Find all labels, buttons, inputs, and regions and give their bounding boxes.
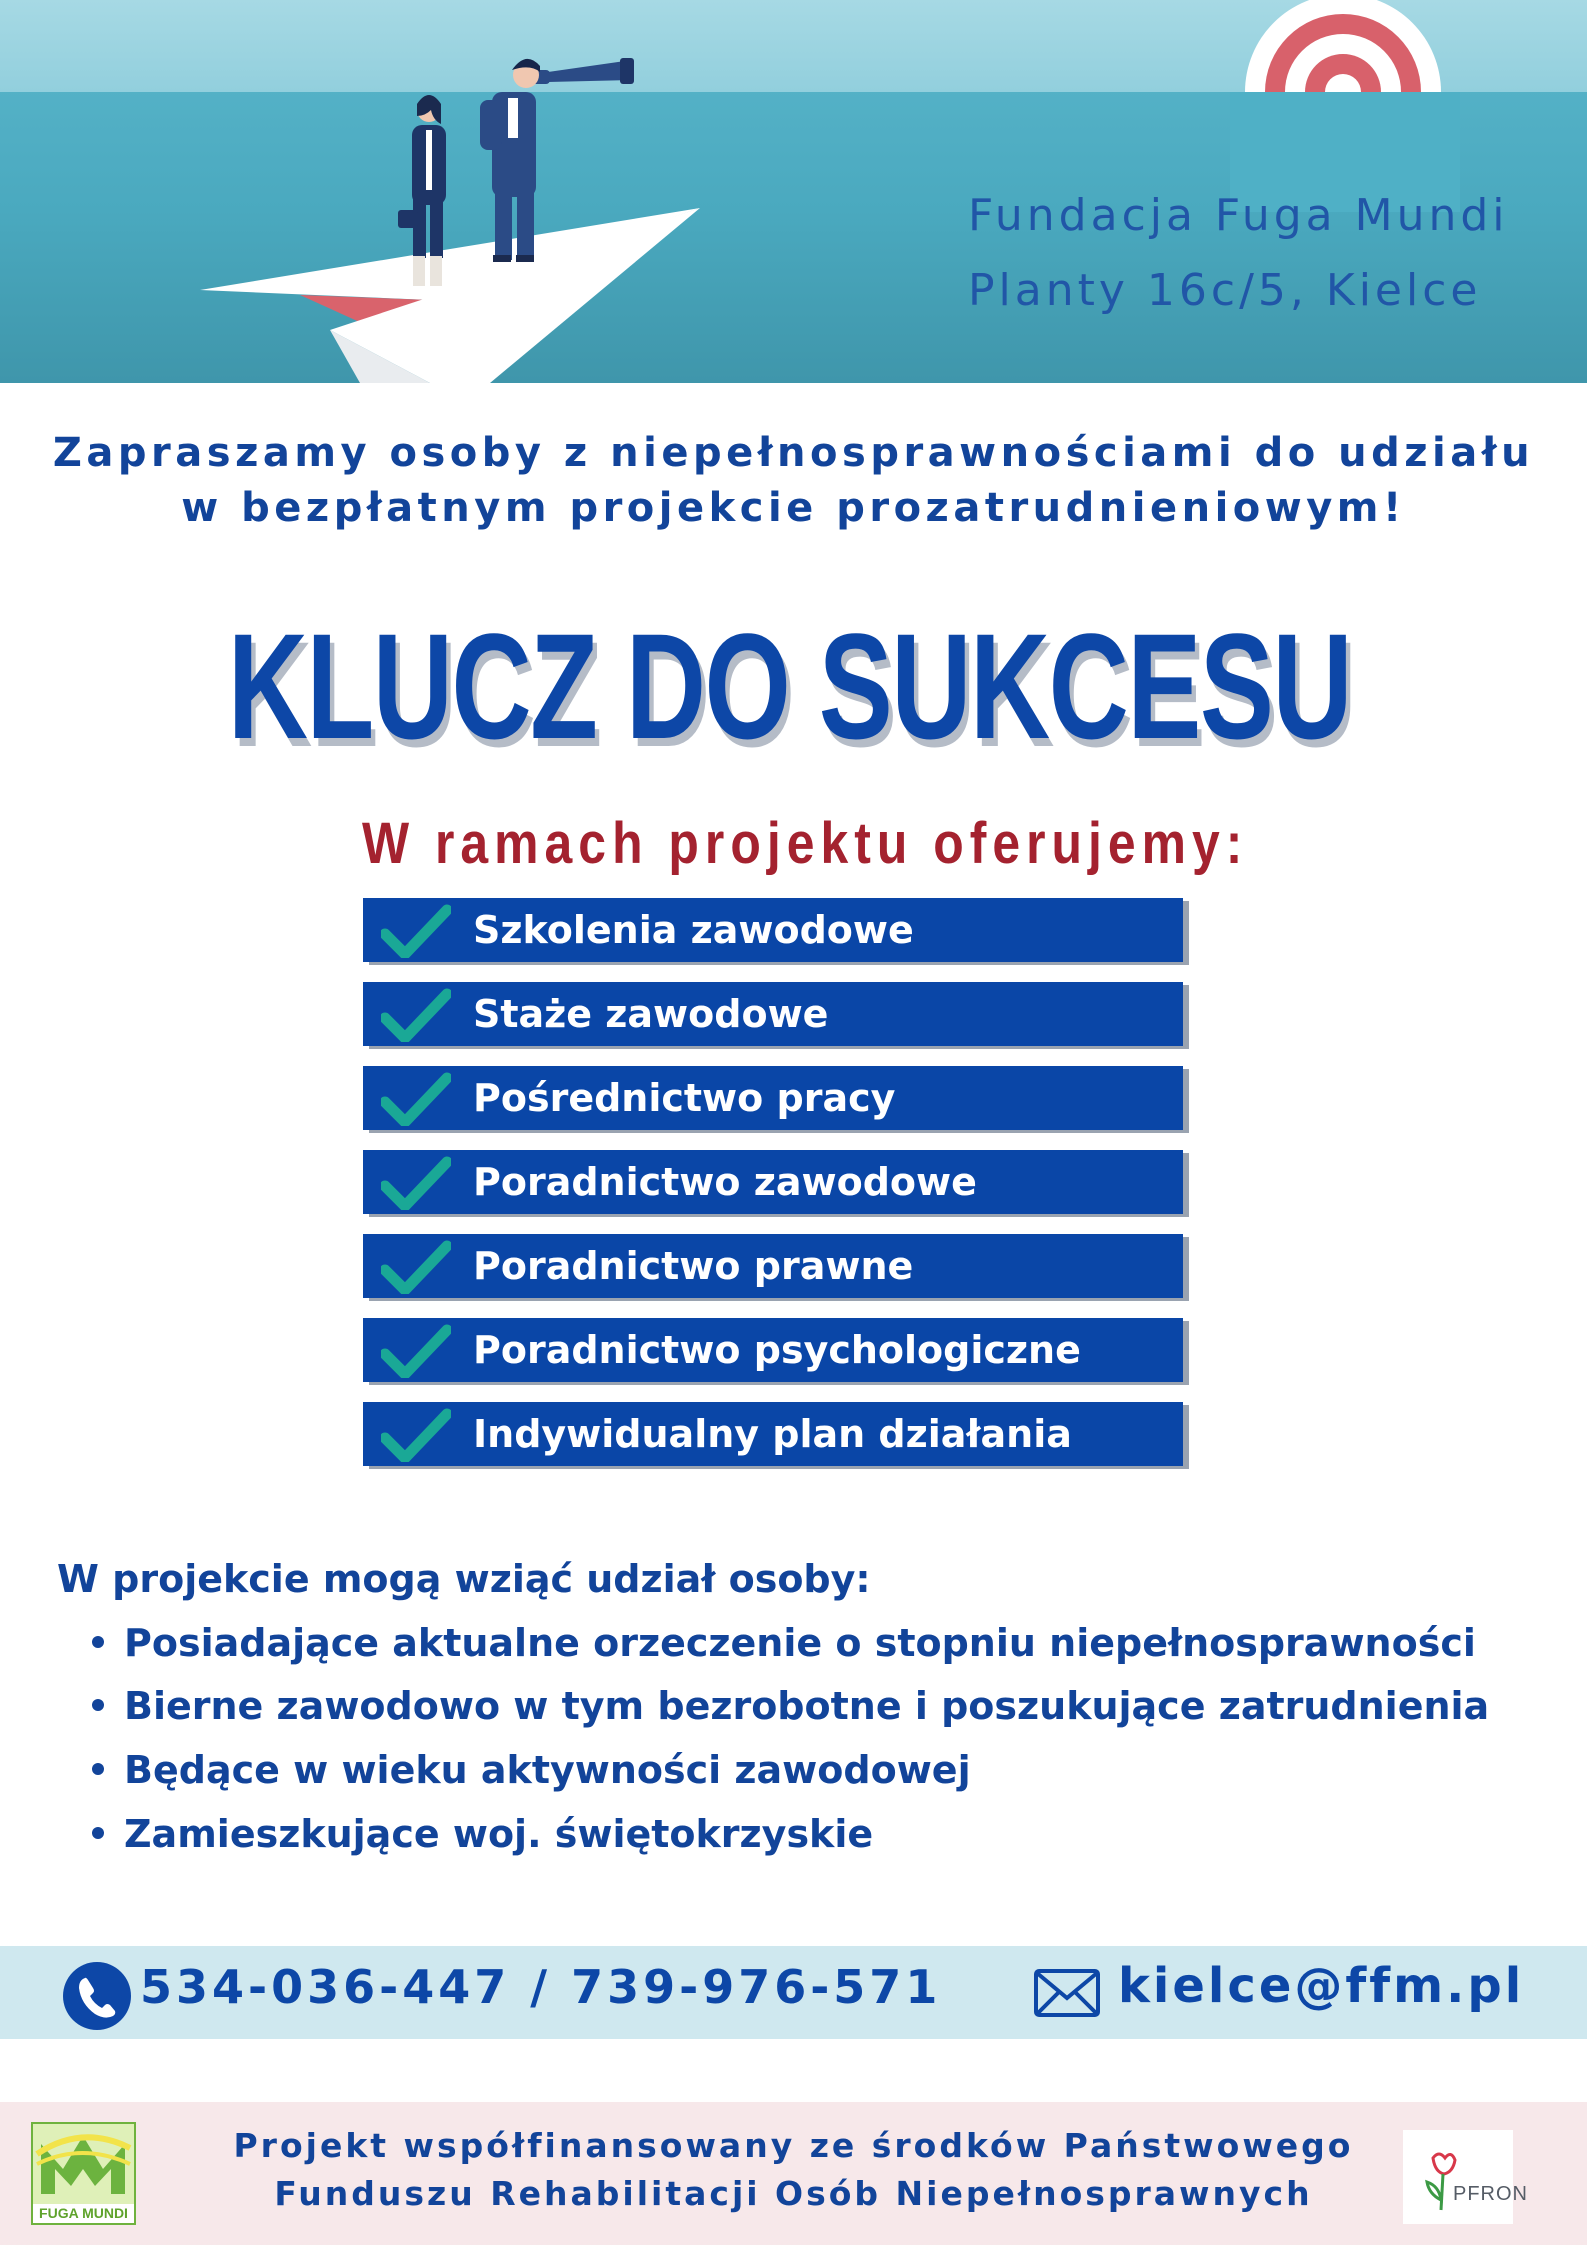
checkmark-icon [381,1240,451,1294]
eligibility-item-text: Posiadające aktualne orzeczenie o stopniu niepełnosprawności [124,1621,1476,1665]
bullet-icon [92,1827,104,1839]
offer-item [363,898,1183,962]
page-title: KLUCZ DO SUKCESU [227,602,1352,770]
eligibility-heading: W projekcie mogą wziąć udział osoby: [57,1557,871,1601]
bullet-icon [92,1636,104,1648]
phone-numbers[interactable]: 534-036-447 / 739-976-571 [140,1960,942,2014]
offer-heading: W ramach projektu oferujemy: [362,811,1249,876]
offer-item [363,1234,1183,1298]
envelope-icon [1033,1968,1101,2018]
hero-banner [0,0,1587,383]
contact-bar [0,1946,1587,2039]
offer-item-label: Poradnictwo prawne [473,1244,914,1288]
offer-item [363,1402,1183,1466]
phone-icon [63,1962,131,2030]
fuga-mundi-logo-text: FUGA MUNDI [39,2205,128,2221]
offer-item-label: Pośrednictwo pracy [473,1076,896,1120]
offer-item [363,1318,1183,1382]
invite-line-1: Zapraszamy osoby z niepełnosprawnościami do udziału [52,430,1535,476]
checkmark-icon [381,1156,451,1210]
eligibility-item [92,1812,873,1856]
funding-note-line-2: Funduszu Rehabilitacji Osób Niepełnosprawnych [274,2174,1313,2213]
eligibility-item [92,1621,1476,1665]
offer-item-label: Staże zawodowe [473,992,829,1036]
offer-item-label: Poradnictwo zawodowe [473,1160,977,1204]
eligibility-item [92,1684,1489,1728]
eligibility-item-text: Bierne zawodowo w tym bezrobotne i poszukujące zatrudnienia [124,1684,1490,1728]
eligibility-item-text: Zamieszkujące woj. świętokrzyskie [124,1812,874,1856]
offer-item-label: Poradnictwo psychologiczne [473,1328,1081,1372]
checkmark-icon [381,988,451,1042]
checkmark-icon [381,1408,451,1462]
offer-item [363,1066,1183,1130]
eligibility-item [92,1748,971,1792]
pfron-logo-text: PFRON [1453,2183,1528,2205]
target-icon [1230,0,1460,212]
checkmark-icon [381,904,451,958]
bullet-icon [92,1763,104,1775]
eligibility-item-text: Będące w wieku aktywności zawodowej [124,1748,971,1792]
organization-name: Fundacja Fuga Mundi [968,190,1509,241]
bullet-icon [92,1699,104,1711]
offer-item [363,1150,1183,1214]
funding-note-line-1: Projekt współfinansowany ze środków Państwowego [233,2126,1354,2165]
pfron-logo [1403,2130,1528,2224]
organization-address: Planty 16c/5, Kielce [968,265,1482,316]
offer-item-label: Indywidualny plan działania [473,1412,1072,1456]
email-address[interactable]: kielce@ffm.pl [1118,1958,1525,2014]
offer-item-label: Szkolenia zawodowe [473,908,914,952]
checkmark-icon [381,1072,451,1126]
footer [0,2102,1587,2245]
checkmark-icon [381,1324,451,1378]
invite-line-2: w bezpłatnym projekcie prozatrudnieniowym! [181,485,1406,531]
offer-item [363,982,1183,1046]
